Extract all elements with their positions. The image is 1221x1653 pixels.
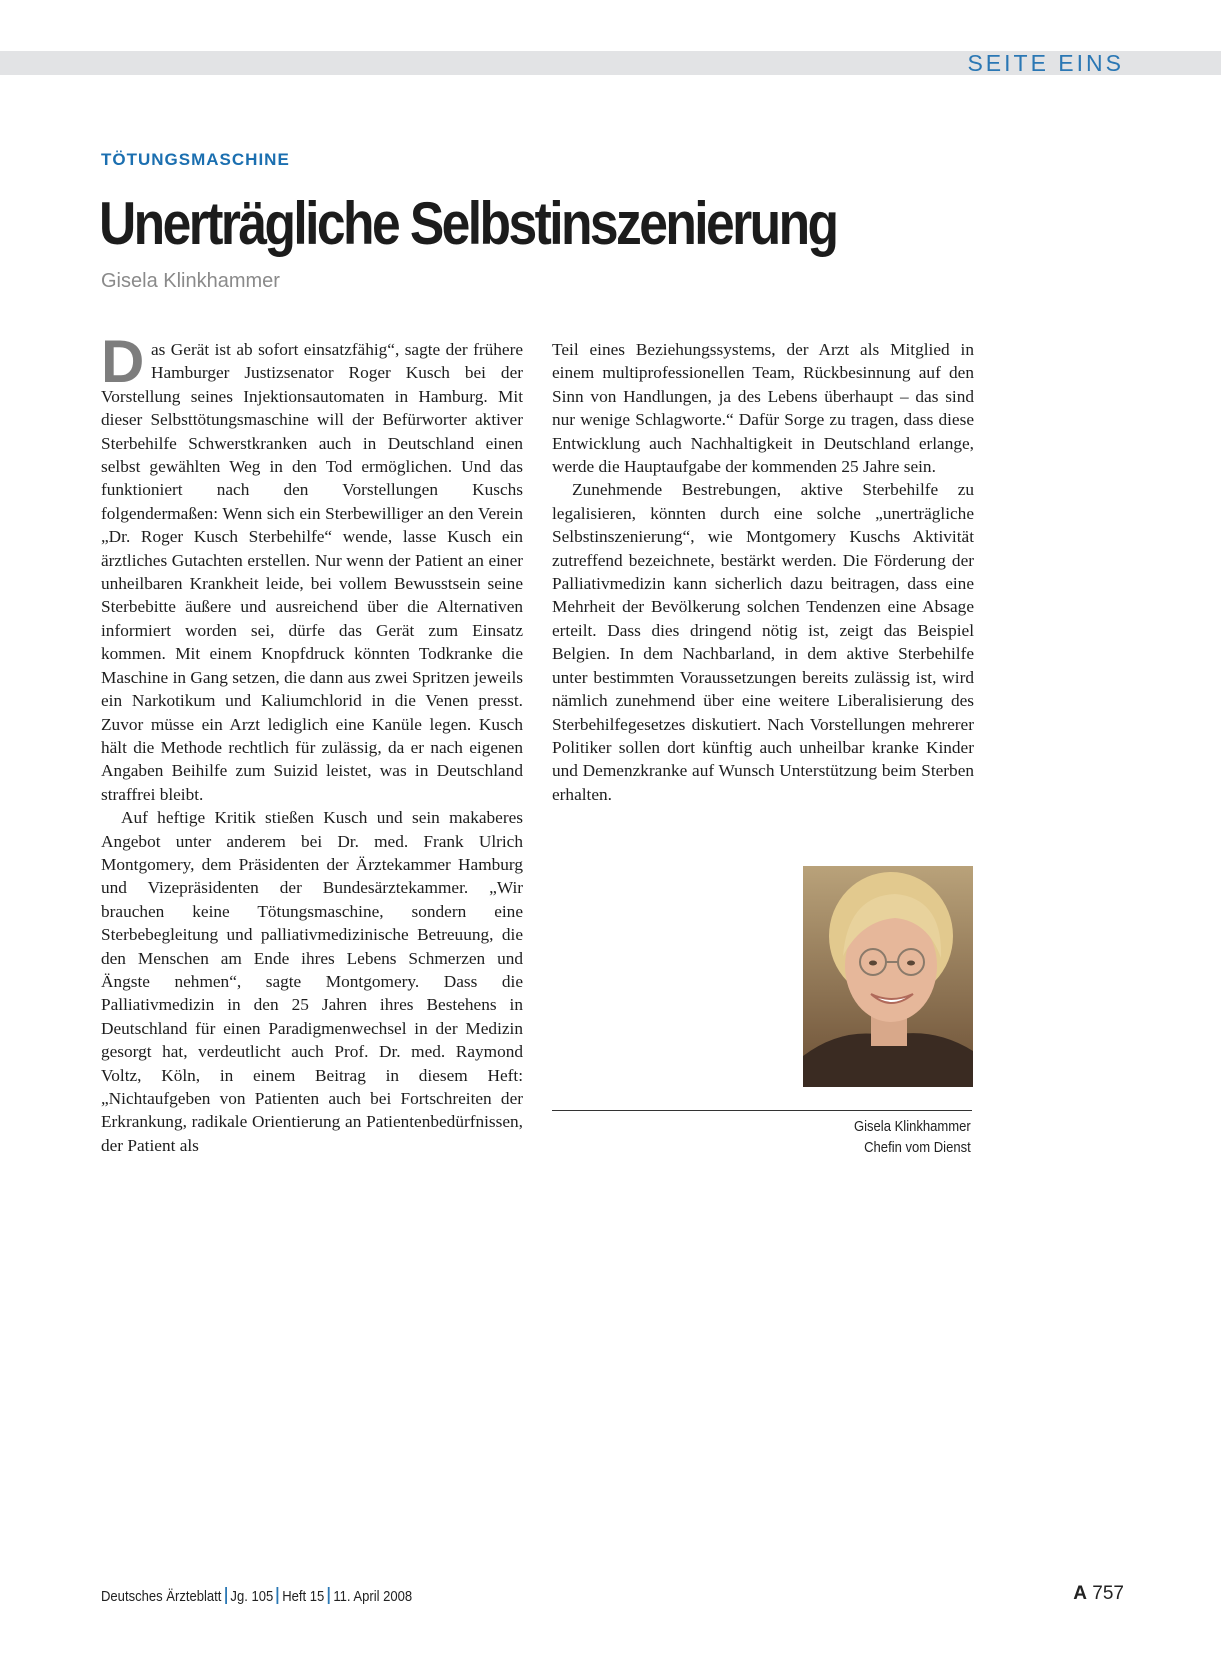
footer-journal: Deutsches Ärzteblatt [101,1589,222,1605]
article-column-right [552,338,974,806]
article-author: Gisela Klinkhammer [101,270,280,292]
paragraph: Teil eines Beziehungssystems, der Arzt als Mitglied in einem multiprofessionellen Team, Rückbesinnung auf den Sinn von Handlungen, ja des Lebens überhaupt – das sind nur wenige Schlagworte.“ Dafür Sorge zu tragen, dass diese Entwicklung auch Nachhaltigkeit in Deutschland erlange, werde die Hauptaufgabe der kommenden 25 Jahre sein. [552,340,974,477]
caption-rule [552,1110,972,1111]
author-photo [803,866,973,1087]
page-number [1073,1583,1124,1605]
paragraph: Zunehmende Bestrebungen, aktive Sterbehilfe zu legalisieren, könnten durch eine solche „unerträgliche Selbstinszenierung“, wie Montgomery Kuschs Aktivität zutreffend bezeichnete, bestärkt werden. Die Förderung der Palliativmedizin kann sicherlich dazu beitragen, dass eine Mehrheit der Bevölkerung solchen Tendenzen eine Absage erteilt. Dass dies dringend nötig ist, zeigt das Beispiel Belgien. In dem Nachbarland, in dem aktive Sterbehilfe unter bestimmten Voraussetzungen bereits zulässig ist, wird nämlich zunehmend über eine weitere Liberalisierung des Sterbehilfegesetzes diskutiert. Nach Vorstellungen mehrerer Politiker sollen dort künftig auch unheilbar kranke Kinder und Demenzkranke auf Wunsch Unterstützung beim Sterben erhalten. [552,480,974,804]
paragraph: Auf heftige Kritik stießen Kusch und sein makaberes Angebot unter anderem bei Dr. med. Frank Ulrich Montgomery, dem Präsidenten der Ärztekammer Hamburg und Vizepräsidenten der Bundesärztekammer. „Wir brauchen keine Tötungsmaschine, sondern eine Sterbebegleitung und palliativmedizinische Betreuung, die den Menschen am Ende ihres Lebens Schmerzen und Ängste nehmen“, sagte Montgomery. Dass die Palliativmedizin in den 25 Jahren ihres Bestehens in Deutschland für einen Paradigmenwechsel in der Medizin gesorgt hat, verdeutlicht auch Prof. Dr. med. Raymond Voltz, Köln, in einem Beitrag in diesem Heft: „Nichtaufgeben von Patienten auch bei Fortschreiten der Erkrankung, radikale Orientierung an Patientenbedürfnissen, der Patient als [101,808,523,1155]
photo-caption [841,1117,971,1159]
author-portrait-image [803,866,973,1087]
caption-role: Chefin vom Dienst [864,1140,971,1156]
article-column-left [101,328,523,1157]
footer-volume: Jg. 105 [230,1589,274,1605]
paragraph-text: as Gerät ist ab sofort einsatzfähig“, sagte der frühere Hamburger Justizsenator Roger Kusch bei der Vorstellung seines Injektionsautomaten in Hamburg. Mit dieser Selbsttötungsmaschine will der Befürworter aktiver Sterbehilfe Schwerstkranken auch in Deutschland einen selbst gewählten Weg in den Tod ermöglichen. Und das funktioniert nach den Vorstellungen Kuschs folgendermaßen: Wenn sich ein Sterbewilliger an den Verein „Dr. Roger Kusch Sterbehilfe“ wende, lasse Kusch ein ärztliches Gutachten erstellen. Nur wenn der Patient an einer unheilbaren Krankheit leide, bei vollem Bewusstsein seine Sterbebitte äußere und ausreichend über die Alternativen informiert worden sei, dürfe das Gerät zum Einsatz kommen. Mit einem Knopfdruck könnten Todkranke die Maschine in Gang setzen, die dann aus zwei Spritzen jeweils ein Narkotikum und Kaliumchlorid in die Venen presst. Zuvor müsse ein Arzt lediglich eine Kanüle legen. Kusch hält die Methode rechtlich für zulässig, da er nach eigenen Angaben Beihilfe zum Suizid leistet, was in Deutschland straffrei bleibt. [101,340,523,804]
footer-date: 11. April 2008 [333,1589,413,1605]
paragraph [101,328,523,806]
footer-separator [225,1587,227,1604]
page-number-value: 757 [1092,1583,1124,1604]
section-label: SEITE EINS [967,50,1124,76]
footer-separator [328,1587,330,1604]
footer-separator [277,1587,279,1604]
footer-citation [101,1587,412,1605]
page-prefix: A [1073,1583,1088,1604]
drop-cap: D [101,328,145,395]
caption-name: Gisela Klinkhammer [854,1119,971,1135]
article-headline: Unerträgliche Selbstinszenierung [99,190,837,257]
footer-issue: Heft 15 [282,1589,325,1605]
article-kicker: TÖTUNGSMASCHINE [101,150,290,169]
